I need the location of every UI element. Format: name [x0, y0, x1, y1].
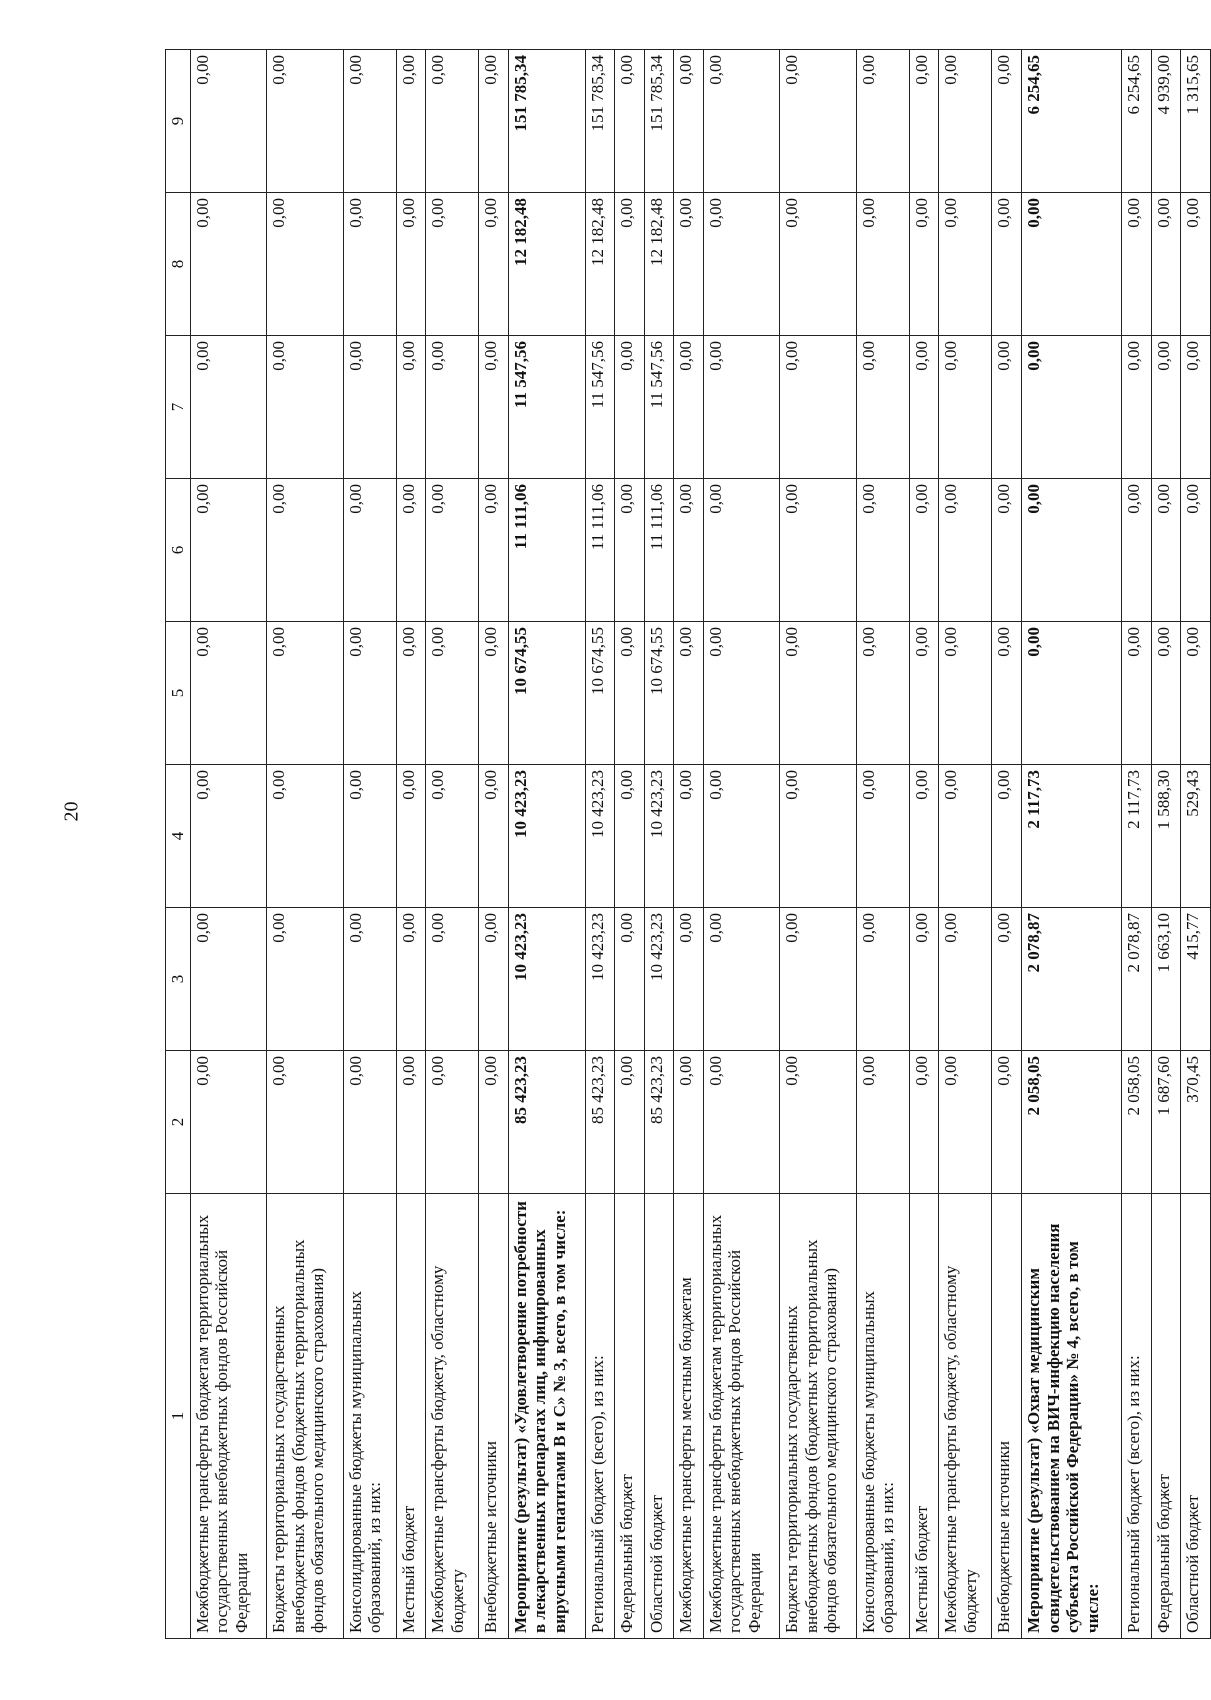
- value-cell: 0,00: [939, 908, 992, 1051]
- value-cell: 0,00: [1181, 336, 1211, 479]
- row-label: Мероприятие (результат) «Охват медицинским освидетельствованием на ВИЧ-инфекцию населения субъекта Российской Федерации» № 4, всего, в том числе:: [1022, 1194, 1122, 1639]
- table-row: [426, 50, 479, 1639]
- value-cell: 85 423,23: [508, 1051, 585, 1194]
- value-cell: 151 785,34: [508, 50, 585, 193]
- value-cell: 85 423,23: [585, 1051, 615, 1194]
- value-cell: 0,00: [426, 479, 479, 622]
- value-cell: 151 785,34: [585, 50, 615, 193]
- column-header: 2: [166, 1051, 191, 1194]
- rotated-page-content: [165, 51, 1211, 1639]
- value-cell: 0,00: [909, 1051, 939, 1194]
- value-cell: 0,00: [992, 1051, 1022, 1194]
- value-cell: 0,00: [703, 336, 780, 479]
- row-label: Областной бюджет: [644, 1194, 674, 1639]
- value-cell: 2 058,05: [1022, 1051, 1122, 1194]
- row-label: Местный бюджет: [396, 1194, 426, 1639]
- value-cell: 0,00: [992, 622, 1022, 765]
- value-cell: 0,00: [1022, 336, 1122, 479]
- value-cell: 0,00: [992, 193, 1022, 336]
- value-cell: 0,00: [780, 336, 857, 479]
- table-row: [1151, 50, 1181, 1639]
- value-cell: 0,00: [909, 765, 939, 908]
- value-cell: 2 058,05: [1122, 1051, 1152, 1194]
- column-header: 4: [166, 765, 191, 908]
- column-header: 6: [166, 479, 191, 622]
- value-cell: 0,00: [426, 908, 479, 1051]
- table-row: [585, 50, 615, 1639]
- value-cell: 0,00: [343, 479, 396, 622]
- row-label: Региональный бюджет (всего), из них:: [1122, 1194, 1152, 1639]
- value-cell: 2 117,73: [1122, 765, 1152, 908]
- value-cell: 0,00: [267, 50, 344, 193]
- value-cell: 0,00: [190, 1051, 267, 1194]
- value-cell: 0,00: [190, 50, 267, 193]
- value-cell: 0,00: [426, 622, 479, 765]
- value-cell: 0,00: [856, 479, 909, 622]
- table-row: [780, 50, 857, 1639]
- value-cell: 0,00: [615, 908, 645, 1051]
- value-cell: 0,00: [703, 908, 780, 1051]
- value-cell: 0,00: [615, 479, 645, 622]
- value-cell: 0,00: [426, 193, 479, 336]
- value-cell: 0,00: [939, 50, 992, 193]
- value-cell: 0,00: [615, 1051, 645, 1194]
- value-cell: 0,00: [939, 479, 992, 622]
- value-cell: 0,00: [396, 479, 426, 622]
- value-cell: 0,00: [343, 622, 396, 765]
- value-cell: 0,00: [1151, 479, 1181, 622]
- value-cell: 85 423,23: [644, 1051, 674, 1194]
- value-cell: 0,00: [615, 765, 645, 908]
- row-label: Консолидированные бюджеты муниципальных образований, из них:: [856, 1194, 909, 1639]
- value-cell: 0,00: [939, 622, 992, 765]
- table-row: [644, 50, 674, 1639]
- value-cell: 0,00: [267, 1051, 344, 1194]
- value-cell: 0,00: [267, 765, 344, 908]
- value-cell: 12 182,48: [644, 193, 674, 336]
- value-cell: 12 182,48: [508, 193, 585, 336]
- value-cell: 10 674,55: [644, 622, 674, 765]
- row-label: Мероприятие (результат) «Удовлетворение потребности в лекарственных препаратах лиц, инфицированных вирусными гепатитами В и С» № 3, всего, в том числе:: [508, 1194, 585, 1639]
- value-cell: 0,00: [939, 1051, 992, 1194]
- value-cell: 11 111,06: [508, 479, 585, 622]
- value-cell: 0,00: [1151, 336, 1181, 479]
- value-cell: 0,00: [190, 622, 267, 765]
- value-cell: 0,00: [939, 193, 992, 336]
- value-cell: 2 117,73: [1022, 765, 1122, 908]
- table-row: [343, 50, 396, 1639]
- value-cell: 0,00: [1151, 193, 1181, 336]
- value-cell: 0,00: [1122, 479, 1152, 622]
- value-cell: 0,00: [909, 479, 939, 622]
- value-cell: 0,00: [909, 50, 939, 193]
- value-cell: 10 423,23: [644, 908, 674, 1051]
- value-cell: 0,00: [396, 193, 426, 336]
- value-cell: 0,00: [1151, 622, 1181, 765]
- value-cell: 0,00: [674, 479, 704, 622]
- value-cell: 0,00: [1122, 622, 1152, 765]
- table-header-row: [166, 50, 191, 1639]
- value-cell: 10 423,23: [644, 765, 674, 908]
- column-header: 1: [166, 1194, 191, 1639]
- value-cell: 10 674,55: [508, 622, 585, 765]
- value-cell: 0,00: [343, 765, 396, 908]
- value-cell: 0,00: [1022, 479, 1122, 622]
- value-cell: 0,00: [479, 336, 509, 479]
- row-label: Внебюджетные источники: [479, 1194, 509, 1639]
- value-cell: 0,00: [856, 50, 909, 193]
- table-row: [992, 50, 1022, 1639]
- value-cell: 0,00: [992, 50, 1022, 193]
- value-cell: 1 315,65: [1181, 50, 1211, 193]
- value-cell: 0,00: [856, 765, 909, 908]
- value-cell: 0,00: [615, 193, 645, 336]
- row-label: Межбюджетные трансферты бюджету, областному бюджету: [426, 1194, 479, 1639]
- table-row: [703, 50, 780, 1639]
- value-cell: 0,00: [780, 1051, 857, 1194]
- row-label: Областной бюджет: [1181, 1194, 1211, 1639]
- table-row: [615, 50, 645, 1639]
- value-cell: 0,00: [856, 193, 909, 336]
- value-cell: 0,00: [909, 908, 939, 1051]
- value-cell: 0,00: [703, 193, 780, 336]
- value-cell: 415,77: [1181, 908, 1211, 1051]
- value-cell: 529,43: [1181, 765, 1211, 908]
- table-row: [856, 50, 909, 1639]
- column-header: 7: [166, 336, 191, 479]
- value-cell: 0,00: [856, 622, 909, 765]
- value-cell: 0,00: [396, 622, 426, 765]
- value-cell: 0,00: [909, 622, 939, 765]
- value-cell: 0,00: [909, 336, 939, 479]
- value-cell: 0,00: [703, 622, 780, 765]
- value-cell: 10 423,23: [585, 765, 615, 908]
- value-cell: 0,00: [780, 479, 857, 622]
- table-row: [1122, 50, 1152, 1639]
- table-row: [508, 50, 585, 1639]
- value-cell: 0,00: [479, 50, 509, 193]
- table-row: [396, 50, 426, 1639]
- value-cell: 10 423,23: [508, 765, 585, 908]
- value-cell: 0,00: [615, 622, 645, 765]
- value-cell: 11 547,56: [644, 336, 674, 479]
- row-label: Региональный бюджет (всего), из них:: [585, 1194, 615, 1639]
- value-cell: 0,00: [190, 908, 267, 1051]
- value-cell: 0,00: [396, 765, 426, 908]
- row-label: Межбюджетные трансферты местным бюджетам: [674, 1194, 704, 1639]
- value-cell: 0,00: [479, 765, 509, 908]
- row-label: Федеральный бюджет: [1151, 1194, 1181, 1639]
- value-cell: 0,00: [674, 908, 704, 1051]
- value-cell: 0,00: [992, 765, 1022, 908]
- row-label: Бюджеты территориальных государственных внебюджетных фондов (бюджетных территориальных фондов обязательного медицинского страхования): [780, 1194, 857, 1639]
- value-cell: 0,00: [267, 336, 344, 479]
- value-cell: 0,00: [479, 908, 509, 1051]
- value-cell: 0,00: [190, 193, 267, 336]
- value-cell: 0,00: [479, 479, 509, 622]
- value-cell: 0,00: [1022, 622, 1122, 765]
- value-cell: 0,00: [190, 765, 267, 908]
- value-cell: 0,00: [1022, 193, 1122, 336]
- value-cell: 0,00: [343, 1051, 396, 1194]
- value-cell: 0,00: [479, 622, 509, 765]
- value-cell: 0,00: [479, 193, 509, 336]
- value-cell: 0,00: [343, 336, 396, 479]
- column-header: 8: [166, 193, 191, 336]
- table-body: [190, 50, 1210, 1639]
- value-cell: 11 111,06: [644, 479, 674, 622]
- value-cell: 0,00: [426, 50, 479, 193]
- row-label: Консолидированные бюджеты муниципальных образований, из них:: [343, 1194, 396, 1639]
- column-header: 5: [166, 622, 191, 765]
- row-label: Федеральный бюджет: [615, 1194, 645, 1639]
- value-cell: 0,00: [674, 1051, 704, 1194]
- value-cell: 11 111,06: [585, 479, 615, 622]
- value-cell: 4 939,00: [1151, 50, 1181, 193]
- table-row: [1022, 50, 1122, 1639]
- value-cell: 0,00: [992, 336, 1022, 479]
- value-cell: 0,00: [343, 908, 396, 1051]
- value-cell: 0,00: [396, 1051, 426, 1194]
- table-row: [939, 50, 992, 1639]
- value-cell: 6 254,65: [1122, 50, 1152, 193]
- column-header: 3: [166, 908, 191, 1051]
- page-number: 20: [60, 801, 83, 822]
- column-header: 9: [166, 50, 191, 193]
- value-cell: 370,45: [1181, 1051, 1211, 1194]
- value-cell: 0,00: [674, 765, 704, 908]
- table-row: [190, 50, 267, 1639]
- value-cell: 0,00: [426, 336, 479, 479]
- value-cell: 0,00: [267, 622, 344, 765]
- value-cell: 0,00: [190, 336, 267, 479]
- value-cell: 0,00: [674, 622, 704, 765]
- value-cell: 0,00: [343, 193, 396, 336]
- table-row: [909, 50, 939, 1639]
- value-cell: 0,00: [856, 908, 909, 1051]
- value-cell: 10 674,55: [585, 622, 615, 765]
- value-cell: 0,00: [1122, 193, 1152, 336]
- value-cell: 11 547,56: [508, 336, 585, 479]
- value-cell: 0,00: [426, 1051, 479, 1194]
- row-label: Бюджеты территориальных государственных внебюджетных фондов (бюджетных территориальных фондов обязательного медицинского страхования): [267, 1194, 344, 1639]
- value-cell: 0,00: [856, 336, 909, 479]
- value-cell: 10 423,23: [508, 908, 585, 1051]
- value-cell: 0,00: [909, 193, 939, 336]
- row-label: Местный бюджет: [909, 1194, 939, 1639]
- value-cell: 0,00: [615, 50, 645, 193]
- value-cell: 0,00: [703, 50, 780, 193]
- value-cell: 151 785,34: [644, 50, 674, 193]
- row-label: Межбюджетные трансферты бюджету, областному бюджету: [939, 1194, 992, 1639]
- value-cell: 1 588,30: [1151, 765, 1181, 908]
- value-cell: 11 547,56: [585, 336, 615, 479]
- value-cell: 2 078,87: [1122, 908, 1152, 1051]
- value-cell: 6 254,65: [1022, 50, 1122, 193]
- table-row: [267, 50, 344, 1639]
- value-cell: 0,00: [479, 1051, 509, 1194]
- value-cell: 2 078,87: [1022, 908, 1122, 1051]
- value-cell: 12 182,48: [585, 193, 615, 336]
- value-cell: 0,00: [703, 479, 780, 622]
- value-cell: 0,00: [939, 765, 992, 908]
- value-cell: 0,00: [396, 908, 426, 1051]
- value-cell: 1 687,60: [1151, 1051, 1181, 1194]
- value-cell: 0,00: [780, 908, 857, 1051]
- value-cell: 0,00: [674, 50, 704, 193]
- value-cell: 0,00: [267, 479, 344, 622]
- value-cell: 0,00: [396, 50, 426, 193]
- value-cell: 0,00: [780, 765, 857, 908]
- value-cell: 0,00: [426, 765, 479, 908]
- row-label: Межбюджетные трансферты бюджетам территориальных государственных внебюджетных фондов Российской Федерации: [703, 1194, 780, 1639]
- row-label: Межбюджетные трансферты бюджетам территориальных государственных внебюджетных фондов Российской Федерации: [190, 1194, 267, 1639]
- budget-table: [165, 49, 1211, 1639]
- value-cell: 0,00: [780, 193, 857, 336]
- value-cell: 0,00: [674, 336, 704, 479]
- table-row: [1181, 50, 1211, 1639]
- value-cell: 1 663,10: [1151, 908, 1181, 1051]
- value-cell: 0,00: [190, 479, 267, 622]
- row-label: Внебюджетные источники: [992, 1194, 1022, 1639]
- value-cell: 0,00: [703, 1051, 780, 1194]
- value-cell: 0,00: [703, 765, 780, 908]
- value-cell: 0,00: [267, 908, 344, 1051]
- value-cell: 0,00: [992, 908, 1022, 1051]
- value-cell: 0,00: [1181, 479, 1211, 622]
- value-cell: 0,00: [267, 193, 344, 336]
- value-cell: 0,00: [615, 336, 645, 479]
- value-cell: 0,00: [674, 193, 704, 336]
- value-cell: 0,00: [992, 479, 1022, 622]
- table-row: [674, 50, 704, 1639]
- value-cell: 0,00: [1122, 336, 1152, 479]
- table-row: [479, 50, 509, 1639]
- value-cell: 0,00: [780, 50, 857, 193]
- value-cell: 0,00: [1181, 622, 1211, 765]
- value-cell: 0,00: [856, 1051, 909, 1194]
- value-cell: 0,00: [396, 336, 426, 479]
- value-cell: 0,00: [1181, 193, 1211, 336]
- value-cell: 0,00: [939, 336, 992, 479]
- value-cell: 10 423,23: [585, 908, 615, 1051]
- value-cell: 0,00: [343, 50, 396, 193]
- value-cell: 0,00: [780, 622, 857, 765]
